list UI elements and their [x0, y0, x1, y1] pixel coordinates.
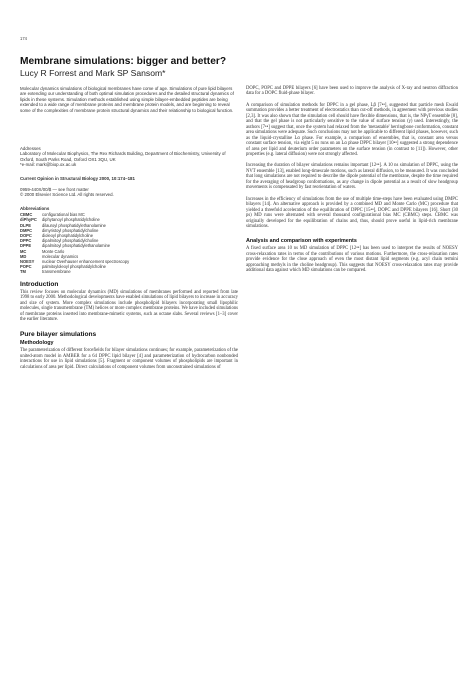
abbreviation-definition: dipalmitoyl phosphatidylcholine: [42, 238, 99, 244]
abbreviation-term: DLPE: [20, 222, 31, 228]
abbreviation-definition: Monte Carlo: [42, 248, 65, 254]
abbreviation-definition: diphytanoyl phosphatidylcholine: [42, 217, 100, 223]
abbreviation-definition: dioleoyl phosphatidylcholine: [42, 233, 93, 239]
analysis-heading: Analysis and comparison with experiments: [246, 238, 357, 245]
abbreviation-term: POPC: [20, 264, 32, 270]
right-column: [246, 86, 458, 274]
article-title: Membrane simulations: bigger and better?: [20, 56, 227, 67]
issn-line: 0959-440X/00/$ — see front matter: [20, 187, 89, 193]
abbreviation-definition: molecular dynamics: [42, 253, 79, 259]
body-paragraph: A fixed surface area 10 ns MD simulation of DPPC [12••] has been used to interpret the results of NOESY cross-relaxation rates in terms of the contributions of various motions. Furthermore, the cross-relaxation rates provide evidence for the close approach of even the most distant lipid segments (e.g. acyl chain termini approaching methyls in the choline headgroup). This suggests that NOESY cross-relaxation rates may provide additional data against which MD simulations can be compared.: [246, 246, 458, 274]
introduction-heading: Introduction: [20, 280, 59, 288]
abbreviation-definition: nuclear Overhauser enhancement spectroscopy: [42, 259, 130, 265]
abbreviation-term: TM: [20, 269, 26, 275]
abbreviation-term: DOPC: [20, 233, 32, 239]
abstract-text: Molecular dynamics simulations of biological membranes have come of age. Simulations of pure lipid bilayers are extending our understanding of both optimal simulation procedures and the detailed structural dynamics of lipids in these systems. Simulation methods established using simple bilayer-embedded peptides are being extended to a wide range of membrane proteins and membrane protein models, and are beginning to reveal some of the complexities of membrane protein structural dynamics and their relationship to biological function.: [20, 86, 234, 113]
abbreviation-term: MD: [20, 253, 27, 259]
abbreviation-term: DMPC: [20, 227, 33, 233]
addresses-label: Addresses: [20, 146, 41, 151]
methodology-text: The parameterization of different forcefields for bilayer simulations continues; for example, parameterization of the united-atom model in AMBER for a 64 DPPC lipid bilayer [4] and parameterization of hydrocarbon nonbonded interactions for use in lipid simulations [5]. Fragment or component volumes of phospholipids are important in calculations of area per lipid. Direct calculations of component volumes from unconstrained simulations of: [20, 348, 238, 370]
addresses: Laboratory of Molecular Biophysics, The Rex Richards Building, Department of Biochemistry, University of Oxford, South Parks Road, Oxford OX1 3QU, UK: [20, 151, 226, 162]
pure-bilayer-heading: Pure bilayer simulations: [20, 331, 97, 339]
methodology-heading: Methodology: [20, 340, 54, 347]
abbreviation-definition: dimyristoyl phosphatidylcholine: [42, 227, 99, 233]
email: *e-mail: mark@biop.ox.ac.uk: [20, 162, 77, 168]
abbreviation-term: DPPC: [20, 238, 32, 244]
body-paragraph: A comparison of simulation methods for DPPC in a gel phase, Lβ [7••], suggested that particle mesh Ewald summation provides a better treatment of electrostatics than cut-off methods, in agreement with previous studies [2,3]. It was also shown that the simulation cell should have flexible dimensions, that is, the NPγT ensemble [8], and that the gel phase is not particularly sensitive to the value of surface tension (γ) used. Interestingly, the authors [7••] suggest that, once the system had relaxed from the 'metastable' herringbone conformation, constant area simulations were adequate. Such conclusions may not be applicable to different lipid phases, however, such as the liquid-crystalline Lα phase. For example, a comparison of ensembles, that is, constant area versus constant surface tension, via eight 5 ns runs on an Lα phase DPPC bilayer [10••] suggested a strong dependence of area per lipid and deuterium order parameters on the surface tension (in contrast to [11]). However, other properties (e.g. lateral diffusion) were not strongly affected.: [246, 102, 458, 157]
abbreviation-definition: configurational bias MC: [42, 212, 85, 218]
copyright-line: © 2000 Elsevier Science Ltd. All rights reserved.: [20, 192, 114, 198]
abbreviation-term: diPhyPC: [20, 217, 37, 223]
left-column: [20, 86, 238, 370]
abbreviation-definition: dipalmitoyl phosphatidylethanolamine: [42, 243, 111, 249]
abbreviation-definition: palmitoyloleoyl phosphatidylcholine: [42, 264, 106, 270]
body-paragraph: Increasing the duration of bilayer simulations remains important [12••]. A 10 ns simulation of DPPC, using the NVT ensemble [13], enabled long-timescale motions, such as lateral diffusion, to be measured. It was concluded that long simulations are not required to describe the dipole potential of the membrane, despite the time required for the averaging of headgroup conformations, as any change in dipole potential as a result of slow headgroup movements is compensated by fast reorientation of waters.: [246, 163, 458, 191]
abbreviation-definition: transmembrane: [42, 269, 71, 275]
abbreviation-definition: dilauroyl phosphatidylethanolamine: [42, 222, 106, 228]
abbreviation-term: MC: [20, 248, 27, 254]
page-number: 174: [20, 36, 27, 41]
abbreviation-term: DPPE: [20, 243, 32, 249]
abbreviation-term: CBMC: [20, 212, 33, 218]
journal-citation: Current Opinion in Structural Biology 2000, 10:174–181: [20, 175, 135, 181]
body-paragraph: DOPC, POPC and DPPE bilayers [6] have been used to improve the analysis of X-ray and neutron diffraction data for a DOPC fluid-phase bilayer.: [246, 86, 458, 97]
body-paragraph: Increases in the efficiency of simulations from the use of multiple time-steps have been evaluated using DMPC bilayers [14]. An alternative approach is provided by a combined MD and Monte Carlo (MC) procedure that yielded a threefold acceleration of the equilibration of DPPC [15••], DOPC and DPPE bilayers [16]. Short (30 ps) MD runs were alternated with several thousand configurational bias MC (CBMC) steps. CBMC was originally developed for the equilibration of chains and, thus, should prove useful in lipid-rich membrane simulations.: [246, 196, 458, 229]
article-authors: Lucy R Forrest and Mark SP Sansom*: [20, 68, 166, 78]
abbreviation-term: NOESY: [20, 259, 35, 265]
abbreviations-list: [20, 212, 238, 274]
introduction-text: This review focuses on molecular dynamics (MD) simulations of membranes performed and reported from late 1998 to early 2000. Methodological developments have enabled simulations of lipid bilayers to increase in accuracy and size of system. More complex simulations include phospholipid bilayers incorporating small lipophilic molecules, single transmembrane (TM) helices or more complex membrane proteins. We have included simulations of membrane proteins inserted into membrane-mimetic systems, such as octane slabs. Several reviews [1–3] cover the earlier literature.: [20, 289, 238, 322]
abstract: [20, 86, 238, 138]
abbreviations-title: Abbreviations: [20, 205, 50, 211]
